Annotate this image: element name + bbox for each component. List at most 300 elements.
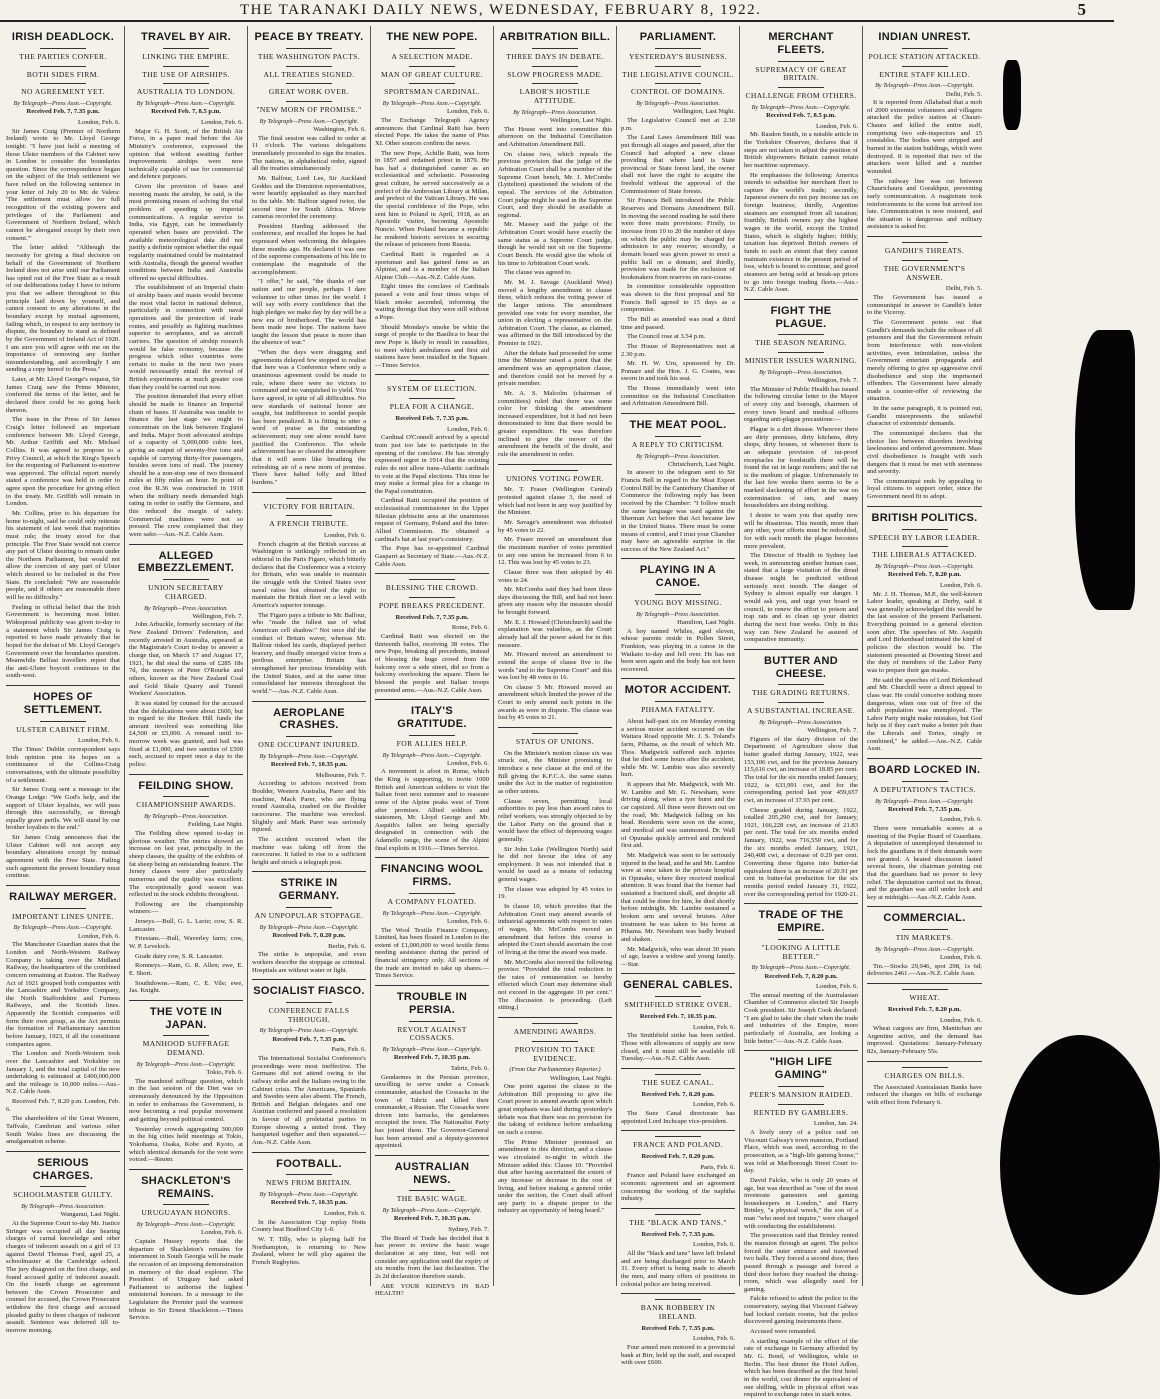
byline: By Telegraph—Press Association.	[636, 100, 720, 108]
section-subheading: THE LIBERALS ATTACKED.	[872, 550, 977, 560]
received-time: Received Feb. 7, 7.35 p.m.	[641, 1324, 715, 1332]
rule-divider	[902, 546, 948, 547]
paragraph: The clause was adopted by 45 votes to 19.	[498, 885, 612, 901]
rule-divider	[409, 579, 455, 580]
paragraph: The Director of Health in Sydney last week, in announcing another human case, stated that a large visitation of the dread disease might be predicted without seriously next month. The danger of Sydney is almost equally our danger. I would ask you, and urge your board or council, to renew the effort to poison and trap rats and to clean up your district during the next four weeks. Only in this way can New Zealand be assured of comparative immunity.	[744, 552, 858, 644]
paragraph: A startling example of the effect of the rate of exchange in Germany afforded by Mr. G. Bond, of Wellington, while in Berlin. The best dinner the Hotel Adlon, which has been described as the first hotel in the world, cost dinner the equivalent of one shilling, while in physical effort was required to exchange rates in stark notes.	[744, 1337, 858, 1399]
received-time: Received Feb. 7, 8.20 p.m.	[272, 931, 346, 939]
byline: By Telegraph—Press Assn.—Copyright.	[382, 100, 482, 108]
section-rule	[867, 506, 982, 507]
paragraph: Captain Hussey reports that the departure of Shackleton's remains for internment in South Georgia will be made the occasion of an imposing demonstration in memory of the dead explorer. The President of Uruguay had asked Parliament to authorise the highest ministerial honours. In a message to the Legislature the Premier paid the warmest tribute to Sir Ernest Shackleton.—Times Service.	[129, 1237, 243, 1322]
section-subheading: THE BASIC WAGE.	[396, 1194, 468, 1204]
paragraph: David Falcke, who is only 20 years of age, but was described as "one of the most inveterate gamesters and gaming housekeepers in London," and Harry Brinley, "a physical wreck," the son of a man "who need not inquire," were charged with conducting the establishment.	[744, 1176, 858, 1230]
section-subheading: THE SEASON NEARING.	[755, 338, 847, 348]
section-heading: TROUBLE IN PERSIA.	[396, 991, 468, 1016]
section-subheading: A DEPUTATION'S TACTICS.	[872, 784, 977, 794]
dateline: Wellington, Last Night.	[549, 1074, 612, 1082]
paragraph: Mr. Balfour, Lord Lee, Sir Auckland Geddes and the Dominion representatives, were heartily applauded as they marched to the table. Mr. Balfour signed twice, the second time for South Africa. Movie cameras recorded the ceremony.	[252, 174, 366, 221]
paragraph: Eight times the conclave of Cardinals passed a vote and four times wisps of black smoke ascended, informing the waiting throngs that they were still without a Pope.	[375, 283, 489, 321]
dateline: Tabriz, Feb. 6.	[450, 1064, 489, 1072]
received-time: Received Feb. 7, 8.20 p.m.	[764, 972, 838, 980]
section-subheading: FOR ALLIES HELP.	[396, 738, 468, 748]
paragraph: The annual meeting of the Australasian Chamber of Commerce elected Sir Joseph Cook president. Sir Joseph Cook declared: "I am glad to take the chair when the trade and industries of the Empire, more particularly of Australia, are looking a little better."—Aus.-N.Z. Cable Assn.	[744, 991, 858, 1045]
paragraph: Sir James Craig sent a message to the Orange Lodge: "We God's help, and the support of Ulster loyalists, we will pass through this successfully, as through equally grave perils. We will stand by our brother loyalists to the end."	[6, 786, 120, 832]
paragraph: France and Poland have exchanged an economic agreement and an agreement concerning the working of the naphtha industry.	[621, 1172, 735, 1203]
paragraph: Mr. Collins, prior to his departure for home to-night, said he could only reiterate his statement of last week that majorities must rule; the treaty stood for that principle. The Free State would not coerce any part of Ulster desiring to remain under the Northern Parliament, but would not allow the coercion of any part of Ulster which desired to be included in the Free State. He concluded: "We are reasonable people, and if others are reasonable there will be no difficulty."	[6, 510, 120, 602]
article-subheading: THE PARTIES CONFER.	[19, 51, 107, 61]
section-rule	[621, 1130, 735, 1131]
paragraph: Friesians.—Bull, Waverley farm; cow, W. P. Leveloch.	[129, 935, 243, 950]
article-subheading: SUPREMACY OF GREAT BRITAIN.	[755, 64, 847, 83]
byline: By Telegraph—Press Assn.—Copyright.	[259, 1191, 359, 1199]
paragraph: Mr. T. Fraser (Wellington Central) protested against clause 3, the need of which had not been in any way justified by the Minister.	[498, 486, 612, 517]
byline: By Telegraph—Press Assn.—Copyright.	[136, 1221, 236, 1229]
article-heading: IRISH DEADLOCK.	[11, 31, 115, 43]
paragraph: Feeling in official belief that the Irish Government is becoming most bitter. Widespread publicity was given to-day to a statement which Sir James Craig is reported to have made privately that he hoped for the defeat of Mr. Lloyd George's Government over the boundaries question. Meanwhile Belfast travellers report that the anti-Ulster boycott continues in the south-west.	[6, 603, 120, 680]
section-subheading: GANDHI'S THREATS.	[884, 246, 965, 256]
section-subheading: PROVISION TO TAKE EVIDENCE.	[514, 1044, 596, 1063]
section-subheading: A FRENCH TRIBUTE.	[269, 519, 349, 529]
paragraph: On clause 5 Mr. Howard moved an amendment which limited the power of the Court to only amend such points in the awards as were in dispute. The clause was lost by 45 votes to 21.	[498, 683, 612, 722]
byline: By Telegraph—Press Assn.—Copyright.	[13, 924, 113, 932]
dateline: London, Feb. 6.	[940, 954, 982, 962]
paragraph: Mr. Savage's amendment was defeated by 45 votes to 22.	[498, 519, 612, 534]
dateline: London, Feb. 6.	[940, 816, 982, 824]
article-subheading: NO AGREEMENT YET.	[21, 87, 105, 97]
paragraph: On clause two, which repeals the previous provision that the judge of the Arbitration Court shall be a member of the Supreme Court bench, Mr. J. McCombs (Lyttelton) questioned the wisdom of the repeal. The services of the Arbitration Court judge might be used in the Supreme Court, and they should be available at regional.	[498, 150, 612, 219]
section-subheading: SMITHFIELD STRIKE OVER.	[624, 1000, 732, 1010]
paragraph: French chagrin at the British success at Washington is strikingly reflected in an editorial in the Paris Figaro, which bitterly declares that the Conference was a victory for Britain, who was unable to maintain the struggle with the United States over naval ratios but obtained the right to maintain the British fleet on a level with America's superior tonnage.	[252, 540, 366, 609]
masthead-title: THE TARANAKI DAILY NEWS, WEDNESDAY, FEBRUARY 8, 1922.	[240, 1, 762, 18]
rule-divider	[902, 66, 948, 67]
paragraph: The House of Representatives met at 2.30 p.m.	[621, 342, 735, 358]
dateline: London, Feb. 6.	[201, 1229, 243, 1237]
dateline: Berlin, Feb. 6.	[328, 942, 366, 950]
section-subheading: UNIONS VOTING POWER.	[506, 473, 604, 483]
section-rule	[375, 699, 489, 700]
section-rule	[375, 573, 489, 574]
section-subheading: THE GOVERNMENT'S ANSWER.	[883, 263, 966, 282]
paragraph: Southdowns.—Ram, C. E. Vile; ewe, Jas. Knight.	[129, 979, 243, 995]
section-heading: RAILWAY MERGER.	[9, 890, 117, 903]
rule-divider	[163, 48, 209, 49]
section-rule	[129, 1169, 243, 1170]
rule-divider	[286, 1002, 332, 1003]
paragraph: The clause was agreed to.	[504, 269, 572, 277]
paragraph: The Manchester Guardian states that the London and North-Western Railway Company is taking over the Midland Railway, the headquarters of the combined concern remaining at Euston. The Railway Act of 1921 grouped both companies with the Lancashire and Yorkshire Company, the North Staffordshire and Furness Railways, and the Scottish lines. Apparently the Scottish companies will form their own group, as the Act permits the formation of Parliamentary sanction before January, 1923, if all the constituent companies agree.	[6, 941, 120, 1048]
rule-divider	[778, 684, 824, 685]
rule-divider	[902, 781, 948, 782]
section-rule	[375, 374, 489, 375]
paragraph: The Council rose at 3.54 p.m.	[627, 333, 706, 341]
paragraph: Mr. J. H. Thomas, M.P., the well-known Labor leader, speaking at Derby, said it was generally acknowledged this would be the last session of the present Parliament. Everything pointed to a general election soon after. The speeches of Mr. Asquith and Lord Birkenhead intimated the kind of policies the election would be. The statement presented at Downing Street and the duty of members of the Labor Party was to prepare their gas masks.	[867, 590, 982, 674]
ink-blot-right-edge	[1075, 330, 1135, 610]
dateline: Delhi, Feb. 5.	[945, 90, 982, 98]
section-rule	[498, 464, 612, 465]
section-subheading: THE SUEZ CANAL.	[642, 1077, 714, 1087]
dateline: Delhi, Feb. 5.	[945, 285, 982, 293]
paragraph: Mr. Rasdon Smith, in a notable article in the Yorkshire Observer, declares that if steps are not taken to adjust the position of British shipowners Britain cannot retain her maritime supremacy.	[744, 131, 858, 169]
section-heading: AUSTRALIAN NEWS.	[394, 1160, 470, 1186]
paragraph: Should Monday's smoke be white the surge of people to the Basilica to hear the new Pope is likely to result in casualties, to meet which ambulances and first aid stations have been installed in the Square.—Times Service.	[375, 323, 489, 369]
paragraph: Figures of the dairy division of the Department of Agriculture show that butter graded during January, 1922, was 153,106 cwt, and for the previous January 115,616 cwt, an increase of 18.85 per cent. The total for the six months ended January, 1922, is 633,991 cwt, and for the corresponding period last year 459,657 cwt, an increase of 37.93 per cent.	[744, 735, 858, 804]
rule-divider	[40, 908, 86, 909]
paragraph: It is reported from Allahabad that a mob of 2000 extremist volunteers and villagers attacked the police station at Chauri-Chaura and killed the entire staff, comprising two sub-inspectors and 15 constables. The bodies were stripped and burned in the station buildings, which were destroyed. It is reported that two of the attackers were killed and a number wounded.	[867, 99, 982, 175]
section-subheading: VICTORY FOR BRITAIN.	[263, 501, 355, 511]
paragraph: Sir John Luke (Wellington North) said he did not favour the idea of any employment. It was not intended that it would be used as a means of reducing general wages.	[498, 845, 612, 884]
rule-divider	[286, 101, 332, 102]
paragraph: Mr. A. S. Malcolm (chairman of committees) ruled that there was some color for thinking the amendment increased expenditure, but it had not been demonstrated to him that there would be greater expenditure. He was therefore inclined to give the mover of the amendment the benefit of the doubt, and rule the amendment in order.	[498, 389, 612, 459]
rule-divider	[286, 907, 332, 908]
paragraph: Cheese graded during January, 1922, totalled 205,290 cwt, and for January, 1921, 166,228 cwt, an increase of 21.83 per cent. The total for six months ended January, 1922, was 716,550 cwt, and for the six months ended January, 1921, 240,408 cwt, a decrease of 0.29 per cent. Converting these figures into butter-fat equivalent there is an increase of 20.91 per cent in butter-fat production for the six months period ended January 31, 1922, over the corresponding period for 1920-21.	[744, 806, 858, 898]
column-6	[617, 26, 740, 1367]
paragraph: Sir Francis Bell introduced the Public Reserves and Domains Amendment Bill. In moving the second reading he said there were three main provisions: Firstly, to increase from 10 to 20 the number of days on which the public may be charged for admission to any reserve; secondly, a domain board was given power to erect a public hall on a domain; and thirdly, provision was made for the exclusion of bookmakers from reserves on race-course.	[621, 197, 735, 281]
article-subheading: THREE DAYS IN DEBATE.	[506, 51, 604, 61]
section-subheading: MANHOOD SUFFRAGE DEMAND.	[142, 1039, 230, 1058]
section-rule	[621, 678, 735, 679]
article-subheading: ENTIRE STAFF KILLED.	[879, 69, 970, 79]
dateline: Tokio, Feb. 6.	[206, 1069, 243, 1077]
received-time: Received Feb. 7, 7.35 p.m.	[272, 1035, 346, 1043]
paragraph: Later, at Mr. Lloyd George's request, Sir James Craig saw the Prime Minister, conferred the terms of the letter, and he declared there could be no going back thereon.	[6, 376, 120, 414]
received-time: Received Feb. 7, 10.35 p.m.	[393, 1054, 471, 1062]
received-time: Received Feb. 7, 8.20 p.m.	[641, 1090, 715, 1098]
section-heading: FOOTBALL.	[276, 1157, 342, 1170]
paragraph: The shareholders of the Great Western, Taffvale, Cambrian and various other South Wales lines are discussing the amalgamation scheme.	[6, 1115, 120, 1146]
paragraph: The Associated Australasian Banks have reduced the charges on bills of exchange with effect from February 6.	[867, 1083, 982, 1106]
byline: By Telegraph—Press Assn.—Copyright.	[875, 82, 974, 90]
received-time: Received Feb. 7, 8.20 p.m.	[641, 1153, 715, 1161]
rule-divider	[409, 66, 455, 67]
section-subheading: FRANCE AND POLAND.	[633, 1140, 723, 1150]
section-rule	[867, 758, 982, 759]
dateline: Feilding, Last Night.	[188, 821, 243, 829]
column-1	[2, 26, 125, 1335]
paragraph: It appears that Mr. Madgwick, with Mr. W. Lambie and Mr. G. Newsham, were driving along, when a tyre burst and the car capsized. All three were thrown out on the road, Mr. Madgwick falling on his head. Residents were soon on the scene, and medical aid was summoned. Dr. Wall of Opunake quickly arrived and rendered first aid.	[621, 781, 735, 850]
rule-divider	[409, 380, 455, 381]
dateline: Wanganui, Last Night.	[60, 1211, 120, 1219]
article-subheading: CHALLENGE FROM OTHERS.	[745, 91, 857, 101]
paragraph: According to advices received from Boulder, Western Australia, Parer and his machine, Mack Parer, who are flying round Australia, crashed on the Boulder racecourse. The machine was wrecked. Slightly and Mark Parer was seriously injured.	[252, 780, 366, 834]
rule-divider	[655, 1214, 701, 1215]
article-heading: INDIAN UNREST.	[878, 31, 971, 43]
section-heading: FIGHT THE PLAGUE.	[770, 304, 832, 330]
dateline: Wellington, Feb. 7.	[807, 727, 858, 735]
page-number: 5	[1077, 0, 1086, 19]
paragraph: He emphasises the following: America intends to subsidise her merchant fleet to capture the world's trade; secondly, Japanese owners do not pay income tax on foreign business; thirdly, Argentine steamers are exempted from all taxation; fourthly, British owners pay the highest wages in the world, except the United States, which is slightly higher; fifthly, taxation has deprived British owners of funds to such an extent that they cannot maintain existence in the present period of loss, which is bound to continue, and good steamers are being sold at break-up prices to go into foreign trading fleets.—Aus.-N.Z. Cable Assn.	[744, 171, 858, 294]
paragraph: Falcke refused to admit the police to the conservatory, saying that Viscount Galway had locked certain rooms, but the police discovered gaming instruments there.	[744, 1295, 858, 1326]
dateline: London, Feb. 6.	[447, 917, 489, 925]
section-heading: BRITISH POLITICS.	[871, 511, 978, 524]
paragraph: I desire to warn you that apathy now will be disastrous. This month, more than any other, your efforts must be redoubled, for with each month the plague becomes more prevalent.	[744, 511, 858, 550]
paragraph: President Harding addressed the conference, and recalled the hopes he had expressed when welcoming the delegates three months ago. He declared it was one of the supreme compensations of his life to contemplate the magnitude of the accomplishment.	[252, 222, 366, 276]
section-subheading: THE GRADING RETURNS.	[751, 688, 851, 698]
byline: By Telegraph—Press Association.	[636, 452, 720, 460]
byline: By Telegraph—Press Assn.—Copyright.	[875, 563, 974, 571]
article-heading: THE NEW POPE.	[386, 31, 478, 43]
byline: By Telegraph—Press Assn.—Copyright.	[136, 1060, 236, 1068]
section-rule	[375, 985, 489, 986]
section-heading: STRIKE IN GERMANY.	[278, 877, 340, 903]
rule-divider	[778, 61, 824, 62]
rule-divider	[532, 470, 578, 471]
paragraph: Cardinal Ratti occupied the position of ecclesiastical commissioner in the Upper Silesian plebiscite area at the unanimous request of Germany, Poland and the Inter-Allied Commission. He obtained a cardinal's hat at last year's consistory.	[375, 497, 489, 543]
byline: By Telegraph—Press Assn.—Copyright.	[751, 103, 851, 111]
section-rule	[129, 544, 243, 545]
section-heading: GENERAL CABLES.	[623, 979, 733, 992]
rule-divider	[163, 1204, 209, 1205]
article-subheading: SLOW PROGRESS MADE.	[507, 69, 603, 79]
paragraph: In committee considerable opposition was shown to the first proposal and Sir Francis Bell agreed to 15 days as a compromise.	[621, 283, 735, 314]
paragraph: Mr. McCombs said they had been three days discussing the Bill, and had not been given any reason why the measure should be brought forward.	[498, 586, 612, 617]
byline: By Telegraph—Press Assn.—Copyright.	[13, 100, 113, 108]
section-rule	[252, 701, 366, 702]
rule-divider	[40, 83, 86, 84]
section-subheading: ULSTER CABINET FIRM.	[16, 724, 110, 734]
section-subheading: YOUNG BOY MISSING.	[634, 597, 722, 607]
paragraph: "When the days were dragging and agreements delayed few stopped to realise that here was a Conference where only a unanimous agreement could be made to rule, where there were no victors to command and no vanquished to yield. You have agreed, in spite of all difficulties. No new standards of national honor are sought, but indifference to sordid people has been penalized. It is fitting to utter a word of praise as the outstanding achievement; may one alone would have justified the Conference. The whole achievement has so cleared the atmosphere that it will seem like breathing the refreshing air of a new morn of promise. There have halted folly and lifted burdens."	[252, 349, 366, 486]
dateline: London, Feb. 6.	[78, 118, 120, 126]
section-subheading: NEWS FROM BRITAIN.	[265, 1178, 353, 1188]
paragraph: The Prime Minister promised an amendment to this direction, and a clause was circulated to-night in which the Minister added this: Clause 10: "Provided that after having ascertained the extent of any increase or decrease in the cost of living, and before making a general order under the section, the Court shall afford any party to a dispute proper to the industry an opportunity of being heard."	[498, 1138, 612, 1215]
section-subheading: A REPLY TO CRITICISM.	[631, 439, 725, 449]
section-subheading: AN UNPOPULAR STOPPAGE.	[254, 910, 364, 920]
paragraph: The strike is unpopular, and even workers describe the stoppage as criminal. Hospitals are without water or light.	[252, 951, 366, 974]
section-subheading: A SUBSTANTIAL INCREASE.	[746, 706, 856, 716]
section-rule	[621, 1208, 735, 1209]
paragraph: The Legislative Council met at 2.30 p.m.	[621, 116, 735, 132]
section-rule	[621, 1293, 735, 1294]
rule-divider	[778, 702, 824, 703]
rule-divider	[778, 939, 824, 940]
section-subheading: SCHOOLMASTER GUILTY.	[13, 1190, 113, 1200]
section-heading: FEILDING SHOW.	[138, 779, 234, 792]
rule-divider	[655, 66, 701, 67]
section-rule	[867, 983, 982, 984]
rule-divider	[655, 701, 701, 702]
column-2	[125, 26, 248, 1322]
section-rule	[498, 727, 612, 728]
section-rule	[252, 1152, 366, 1153]
article-subheading: THE WASHINGTON PACTS.	[257, 51, 361, 61]
paragraph: Mr. M. J. Savage (Auckland West) moved a lengthy amendment to clause three, which reduces the voting power of the larger unions. The amendment provided one vote for every member, the union in electing a representative on the Arbitration Court. The clause, as claimed, was affirmed in the Bill introduced by the Premier in 1921.	[498, 278, 612, 348]
article-subheading: YESTERDAY'S BUSINESS.	[628, 51, 728, 61]
paragraph: The Feilding show opened to-day in glorious weather. The entries showed an increase on last year, principally in the sheep classes, the quality of the exhibits of fat sheep being an outstanding feature. The Jersey classes were also particularly numerous and the quality was excellent. The exceptionally good season was reflected in the stock exhibits throughout.	[129, 830, 243, 899]
paragraph: A movement is afoot in Rome, which the King is supporting, to invite 1000 British and American soldiers to visit the Italian front next summer and to reassure some of the Alpine peaks west of Trent after promises. Allied soldiers and statesmen, Mr. Lloyd George and Mr. Asquith's fallen are being specially designated in connection with the Adamello range, the scene of the Alpini final exploits in 1916.—Times Service.	[375, 768, 489, 852]
rule-divider	[655, 1074, 701, 1075]
paragraph: Mr. McCombs also moved the following proviso: "Provided the total reduction in the rates of remuneration so hereby effected which Court may determine shall not exceed in the aggregate 10 per cent." The discussion is proceeding. (Left sitting.)	[498, 958, 612, 1012]
section-subheading: URUGUAYAN HONORS.	[141, 1208, 231, 1218]
section-subheading: MINISTER ISSUES WARNING.	[744, 356, 858, 366]
rule-divider	[409, 1021, 455, 1022]
dateline: London, Feb. 6.	[201, 118, 243, 126]
rule-divider	[532, 1041, 578, 1042]
rule-divider	[532, 733, 578, 734]
received-time: Received Feb. 7, 7.35 p.m.	[641, 1230, 715, 1238]
column-8	[863, 26, 986, 1286]
section-rule	[252, 871, 366, 872]
dateline: London, Feb. 6.	[940, 581, 982, 589]
paragraph: The House went into committee this afternoon on the Industrial Conciliation and Arbitration Amendment Bill.	[498, 125, 612, 149]
paragraph: The Wool Textile Finance Company, Limited, has been floated in London to the extent of £1,000,000 to wool textile firms needing assistance during the period of financial stringency only. All sections of the trade are invited to take up shares.—Times Service.	[375, 926, 489, 980]
dateline: London, Feb. 6.	[693, 1101, 735, 1109]
dateline: Wellington, Last Night.	[672, 108, 735, 116]
paragraph: Given the provision of bases and mooring masts the airship, he said, is the most promising means of solving the vital problem of speeding up imperial communications. A regular service to India, via Egypt, can be immediately operated when bases are provided. The available meteorological data did not justify a definite opinion whether the equal regularity maintained could be maintained with Australia, though the general weather conditions between India and Australia offered no special difficulties.	[129, 183, 243, 282]
article-subheading: MAN OF GREAT CULTURE.	[380, 69, 484, 79]
rule-divider	[40, 66, 86, 67]
section-rule	[375, 857, 489, 858]
paragraph: Cardinal Ratti is regarded as a sportsman and has gained fame as an Alpinist, and is a member of the Italian Alpine Club.—Aus.-N.Z. Cable Assn.	[375, 250, 489, 281]
paragraph: On the Minister's motion clause six was struck out, the Minister promising to introduce a new clause at the end of the Bill giving the K.F.C.A. the same status under the Act in the matter of registration as other unions.	[498, 749, 612, 796]
rule-divider	[409, 1190, 455, 1191]
section-rule	[6, 1151, 120, 1152]
section-rule	[867, 236, 982, 237]
rule-divider	[778, 1086, 824, 1087]
paragraph: At the Supreme Court to-day Mr. Justice Stringer was occupied all day hearing charges of carnal knowledge and other charges of indecent assault on a girl of 13 against David Thomas Ford, aged 25, a schoolmaster at the Cambridge school. The jury disagreed on the first charge, and found accused guilty of indecent assault. On the fourth charge an agreement between the Crown Prosecutor and counsel for accused, the Crown Prosecutor withdrew the first charge and accused pleaded guilty to three charges of indecent assault. Sentence was deferred till to-morrow morning.	[6, 1220, 120, 1335]
paragraph: A lively story of a police raid on Viscount Galway's town mansion, Portland Place, which was used, according to the prosecution, as a "high-life gaming house," was told at Marlborough Street Court to-day.	[744, 1129, 858, 1175]
section-rule	[744, 1050, 858, 1051]
rule-divider	[655, 48, 701, 49]
paragraph: Mr. Fraser moved an amendment that the maximum number of votes permitted to any one union be increased from 6 to 12. This was lost by 45 votes to 23.	[498, 536, 612, 567]
byline: By Telegraph—Press Assn.—Copyright.	[875, 797, 974, 805]
article-subheading: "NEW MORN OF PROMISE."	[256, 105, 362, 115]
paragraph: The Government points out that Gandhi's demands include the release of all prisoners and that the Government refrain from interference with non-violent activities, even intimidation, unless the Government entertain propaganda and merely offering to give up aggressive civil disobedience and stop the imprisoned offenders. The Government have already made a counter-offer of reviewing the situation.	[867, 319, 982, 403]
byline: By Telegraph—Press Association.	[759, 718, 843, 726]
paragraph: Mr. H. W. Uru, sponsored by Dr. Pomare and the Hon. J. G. Coates, was sworn in and took his seat.	[621, 360, 735, 383]
byline: By Telegraph—Press Assn.—Copyright.	[259, 752, 359, 760]
byline: By Telegraph—Press Association.	[513, 108, 597, 116]
paragraph: The House immediately went into committee on the Industrial Conciliation and Arbitration Amendment Bill.	[621, 385, 735, 408]
rule-divider	[286, 83, 332, 84]
rule-divider	[163, 66, 209, 67]
rule-divider	[532, 48, 578, 49]
article-subheading: BOTH SIDES FIRM.	[26, 69, 100, 79]
paragraph: In answer to the telegram sent to Sir Francis Bell in regard to the Meat Export Control Bill by the Canterbury Chamber of Commerce the following reply has been received by the Chamber: "I follow much the same language was used against the Sherman Act before that Act became law in the United States. There must be some means of control, and I trust your Chamber may have an agreeable surprise in the success of the New Zealand Act."	[621, 469, 735, 553]
section-subheading: CONFERENCE FALLS THROUGH.	[268, 1005, 350, 1024]
rule-divider	[286, 515, 332, 516]
received-time: Received Feb. 7, 7.35 p.m.	[887, 805, 962, 813]
paragraph: The Smithfield strike has been settled. Those with allowances of supply are now closed, and it must still be available till Tuesday.—Aus.-N.Z. Cable Assn.	[621, 1032, 735, 1063]
paragraph: Mr. Madgwick was seen to be seriously injured in the head, and he and Mr. Lambie were at once taken to the private hospital in Opunake, where they received medical attention. It was found that the former had sustained a fractured skull, and despite all that could be done for him, he died shortly before midnight. Mr. Lambie sustained a broken arm and several bruises. After treatment he was taken to his home at Pihama. Mr. Newsham was badly bruised and shaken.	[621, 851, 735, 943]
paragraph: Romneys.—Ram, G. R. Allen; ewe, E. E. Short.	[129, 962, 243, 977]
section-rule	[129, 1000, 243, 1001]
rule-divider	[902, 529, 948, 530]
paragraph: The prosecution said that Brinley rented the mansion through an agent. The police forced the outer entrance and traversed two halls. They forced a second door, then passed through a passage and forced a third door before they reached the dining-room, which was allegedly used for gaming.	[744, 1232, 858, 1293]
paragraph: Cardinal O'Connell arrived by a special train just too late to participate in the opening of the conclave. He has strongly expressed regret in 1914 that the existing rules do not allow trans-Atlantic cardinals to vote at the Papal elections. This time he may make a formal plea for a change in the Papal constitution.	[375, 434, 489, 495]
paragraph: Plague is a dirt disease. Wherever there are dirty premises, dirty kitchens, dirty shops, dirty houses, or wherever there is an adequate provision of rat-proof receptacles for foodstuffs there will be found the rat in large numbers; and the rat is the medium of plague. Unfortunately in the last few weeks there seems to be a marked slackening of effort in the war on extermination of rats, and many householders are doing nothing.	[744, 425, 858, 510]
paragraph: Four armed men motored to a provincial bank at Birr, held up the staff, and escaped with over £600.	[621, 1344, 735, 1367]
section-subheading: CHAMPIONSHIP AWARDS.	[136, 800, 236, 810]
paragraph: Cardinal Ratti was elected on the thirteenth ballot, receiving 38 votes. The new Pope, breaking all precedents, instead of blessing the huge crowd from the balcony over a side street, did so from a balcony overlooking the square. There he blessed the people and Italian troops presented arms.—Aus.-N.Z. Cable Assn.	[375, 633, 489, 694]
section-subheading: BLESSING THE CROWD.	[385, 583, 479, 593]
paragraph: In clause 10, which provides that the Arbitration Court may amend awards of industrial agreements with respect to rates of wages, Mr. McCombs moved an amendment that before this course is adopted the Court should ascertain the cost of living at the time the award was made.	[498, 903, 612, 956]
section-heading: THE MEAT POOL.	[629, 419, 727, 432]
section-subheading: RENTED BY GAMBLERS.	[753, 1107, 849, 1117]
torn-page-corner	[1000, 1035, 1160, 1295]
section-heading: TRADE OF THE EMPIRE.	[758, 909, 844, 934]
byline: By Telegraph—Press Assn.—Copyright.	[751, 964, 851, 972]
byline: By Telegraph—Press Assn.—Copyright.	[136, 100, 236, 108]
ink-blot-torn-mark	[1003, 60, 1021, 130]
section-subheading: PEER'S MANSION RAIDED.	[749, 1089, 853, 1099]
paragraph: The letter added: "Although the necessity for giving a final decision on behalf of the Government of Northern Ireland does not arise until our Parliament has opted out of the Free State as a result of our deliberations today I have to inform you that we adhere throughout to this principle laid down by yourself, and cannot consent to any alterations in the boundary except by mutual agreement, failing which, in respect to any territory in dispute, the boundary to stand as defined by the Government of Ireland Act of 1920. I am sure you will agree with me on the importance of removing any further misunderstanding, and accordingly I am sending a copy hereof to the Press."	[6, 244, 120, 374]
section-heading: SERIOUS CHARGES.	[32, 1156, 94, 1182]
rule-divider	[778, 334, 824, 335]
article-subheading: CONTROL OF DOMAINS.	[630, 87, 726, 97]
rule-divider	[409, 398, 455, 399]
paragraph: There were remarkable scenes at a meeting of the Poplar Board of Guardians. A deputation of unemployed threatened to lock the guardians in if their demands were not granted. A heated discussion lasted several hours, the chairman pointing out that the guardians had no power to levy relief. The deputation carried out its threat, and the guardian was still under lock and key at midnight.—Aus.-N.Z. Cable Assn.	[867, 825, 982, 901]
paragraph: Tin.—Stocks 29,946, spot 298, 1s 6d; deliveries 2461.—Aus.-N.Z. Cable Assn.	[867, 962, 982, 978]
article-subheading: AUSTRALIA TO LONDON.	[136, 87, 236, 97]
byline: By Telegraph—Press Assn.—Copyright.	[382, 1207, 482, 1215]
section-heading: HOPES OF SETTLEMENT.	[23, 691, 103, 716]
rule-divider	[902, 48, 948, 49]
section-subheading: PLEA FOR A CHANGE.	[389, 402, 475, 412]
section-subheading: A COMPANY FLOATED.	[387, 896, 477, 906]
section-rule	[621, 973, 735, 974]
paragraph: The establishment of an Imperial chain of airship bases and masts would become the most vital factor in national defence, particularly in connection with naval operations and the protection of trade routes, and possibly as fighting machines superior to aeroplanes, and as aircraft carriers. The question of airship research would be false economy, because the progress which other countries were certain to make in the next two years would necessarily entail the revival of British experiments at much greater cost than they could be carried out now.	[129, 284, 243, 391]
section-rule	[252, 492, 366, 493]
paragraph: ARE YOUR KIDNEYS IN BAD HEALTH?	[375, 1282, 489, 1298]
section-subheading: THE "BLACK AND TANS."	[629, 1217, 727, 1227]
dateline: Melbourne, Feb. 7.	[315, 771, 366, 779]
section-rule	[621, 413, 735, 414]
received-time: Received Feb. 7, 8.20 p.m.	[887, 1005, 962, 1013]
byline: By Telegraph—Press Assn.—Copyright.	[382, 1046, 482, 1054]
section-subheading: AMENDING AWARDS.	[513, 1026, 597, 1036]
dateline: Sydney, Feb. 7.	[448, 1226, 489, 1234]
rule-divider	[286, 66, 332, 67]
section-heading: SHACKLETON'S REMAINS.	[141, 1174, 231, 1200]
article-heading: TRAVEL BY AIR.	[141, 31, 231, 43]
received-time: Received Feb. 7, 7.35 p.m.	[395, 415, 469, 423]
column-4	[371, 26, 494, 1298]
paragraph: Yesterday crowds aggregating 300,000 in the big cities held meetings at Tokio, Yokohama, Osaka, Kobe and Kyoto, at which identical demands for the vote were voiced.—Reuter.	[129, 1125, 243, 1164]
rule-divider	[286, 48, 332, 49]
byline: By Telegraph—Press Association.	[21, 1203, 105, 1211]
section-rule	[621, 1068, 735, 1069]
section-subheading: UNION SECRETARY CHARGED.	[148, 583, 224, 601]
rule-divider	[655, 996, 701, 997]
section-heading: ITALY'S GRATITUDE.	[397, 705, 467, 730]
section-heading: BUTTER AND CHEESE.	[763, 654, 839, 680]
byline: By Telegraph—Press Association.	[759, 368, 843, 376]
dateline: Wellington, Last Night.	[549, 117, 612, 125]
section-rule	[621, 558, 735, 559]
dateline: London, Feb. 6.	[324, 532, 366, 540]
received-time: Received Feb. 7, 8.5 p.m.	[151, 108, 221, 116]
paragraph: Wheat cargoes are firm, Manitoban are Argentine active, and the demand has improved. Quotations: January-February 82s, January-February 55s.	[867, 1025, 982, 1056]
rule-divider	[902, 1067, 948, 1068]
dateline: London, Feb. 6.	[447, 759, 489, 767]
masthead	[0, 0, 1114, 22]
section-heading: MOTOR ACCIDENT.	[624, 684, 732, 697]
article-subheading: THE USE OF AIRSHIPS.	[142, 69, 230, 79]
section-heading: PLAYING IN A CANOE.	[639, 564, 717, 590]
section-heading: SOCIALIST FIASCO.	[253, 985, 365, 998]
rule-divider	[778, 87, 824, 88]
rule-divider	[409, 597, 455, 598]
rule-divider	[655, 1136, 701, 1137]
section-rule	[252, 979, 366, 980]
article-subheading: ALL TREATIES SIGNED.	[263, 69, 355, 79]
dateline: London, Feb. 6.	[693, 1335, 735, 1343]
byline: By Telegraph—Press Assn.—Copyright.	[259, 923, 359, 931]
paragraph: "I offer," he said, "the thanks of our nation and our people, perhaps I dare volunteer to other times for the world. I will say with every confidence that the high pledges we make day by day will be a new era of brotherhood. The world has been made new hope. The nations have taught the lesson that peace is more than the absence of war."	[252, 278, 366, 347]
paragraph: The Minister of Public Health has issued the following circular letter to the Mayor of every city and borough, chairmen of every town board and medical officers regarding anti-plague precautions:—	[744, 385, 858, 424]
rule-divider	[40, 48, 86, 49]
byline: By Telegraph—Press Association.	[636, 610, 720, 618]
